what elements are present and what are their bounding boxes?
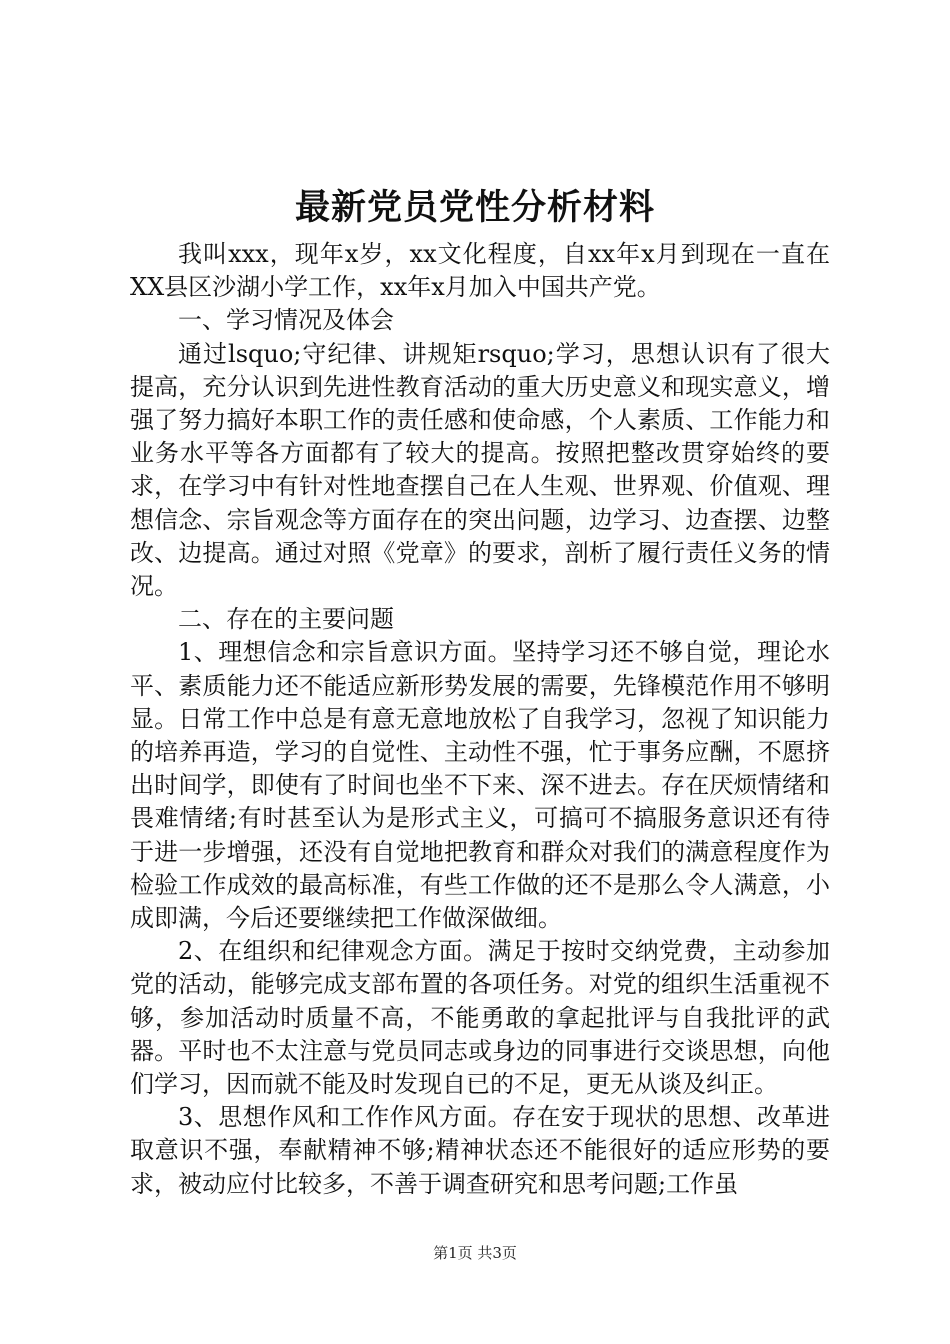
section-heading-problems: 二、存在的主要问题 xyxy=(178,605,394,634)
paragraph-intro: 我叫xxx，现年x岁，xx文化程度，自xx年x月到现在一直在XX县区沙湖小学工作，xx年x月加入中国共产党。 xyxy=(130,240,830,302)
page-footer: 第1页 共3页 xyxy=(433,1244,517,1262)
paragraph-problem-2: 2、在组织和纪律观念方面。满足于按时交纳党费，主动参加党的活动，能够完成支部布置的各项任务。对党的组织生活重视不够，参加活动时质量不高，不能勇敢的拿起批评与自我批评的武器。平时也不太注意与党员同志或身边的同事进行交谈思想，向他们学习，因而就不能及时发现自已的不足，更无从谈及纠正。 xyxy=(130,937,830,1099)
paragraph-study: 通过lsquo;守纪律、讲规矩rsquo;学习，思想认识有了很大提高，充分认识到先进性教育活动的重大历史意义和现实意义，增强了努力搞好本职工作的责任感和使命感，个人素质、工作能力和业务水平等各方面都有了较大的提高。按照把整改贯穿始终的要求，在学习中有针对性地查摆自己在人生观、世界观、价值观、理想信念、宗旨观念等方面存在的突出问题，边学习、边查摆、边整改、边提高。通过对照《党章》的要求，剖析了履行责任义务的情况。 xyxy=(130,339,830,601)
document-title: 最新党员党性分析材料 xyxy=(294,187,655,228)
paragraph-problem-3: 3、思想作风和工作作风方面。存在安于现状的思想、改革进取意识不强，奉献精神不够;精神状态还不能很好的适应形势的要求，被动应付比较多，不善于调查研究和思考问题;工作虽 xyxy=(130,1103,830,1198)
section-heading-study: 一、学习情况及体会 xyxy=(178,306,394,335)
paragraph-problem-1: 1、理想信念和宗旨意识方面。坚持学习还不够自觉，理论水平、素质能力还不能适应新形势发展的需要，先锋模范作用不够明显。日常工作中总是有意无意地放松了自我学习，忽视了知识能力的培养再造，学习的自觉性、主动性不强，忙于事务应酬，不愿挤出时间学，即使有了时间也坐不下来、深不进去。存在厌烦情绪和畏难情绪;有时甚至认为是形式主义，可搞可不搞服务意识还有待于进一步增强，还没有自觉地把教育和群众对我们的满意程度作为检验工作成效的最高标准，有些工作做的还不是那么令人满意，小成即满，今后还要继续把工作做深做细。 xyxy=(130,638,830,933)
document-body xyxy=(130,238,830,1201)
